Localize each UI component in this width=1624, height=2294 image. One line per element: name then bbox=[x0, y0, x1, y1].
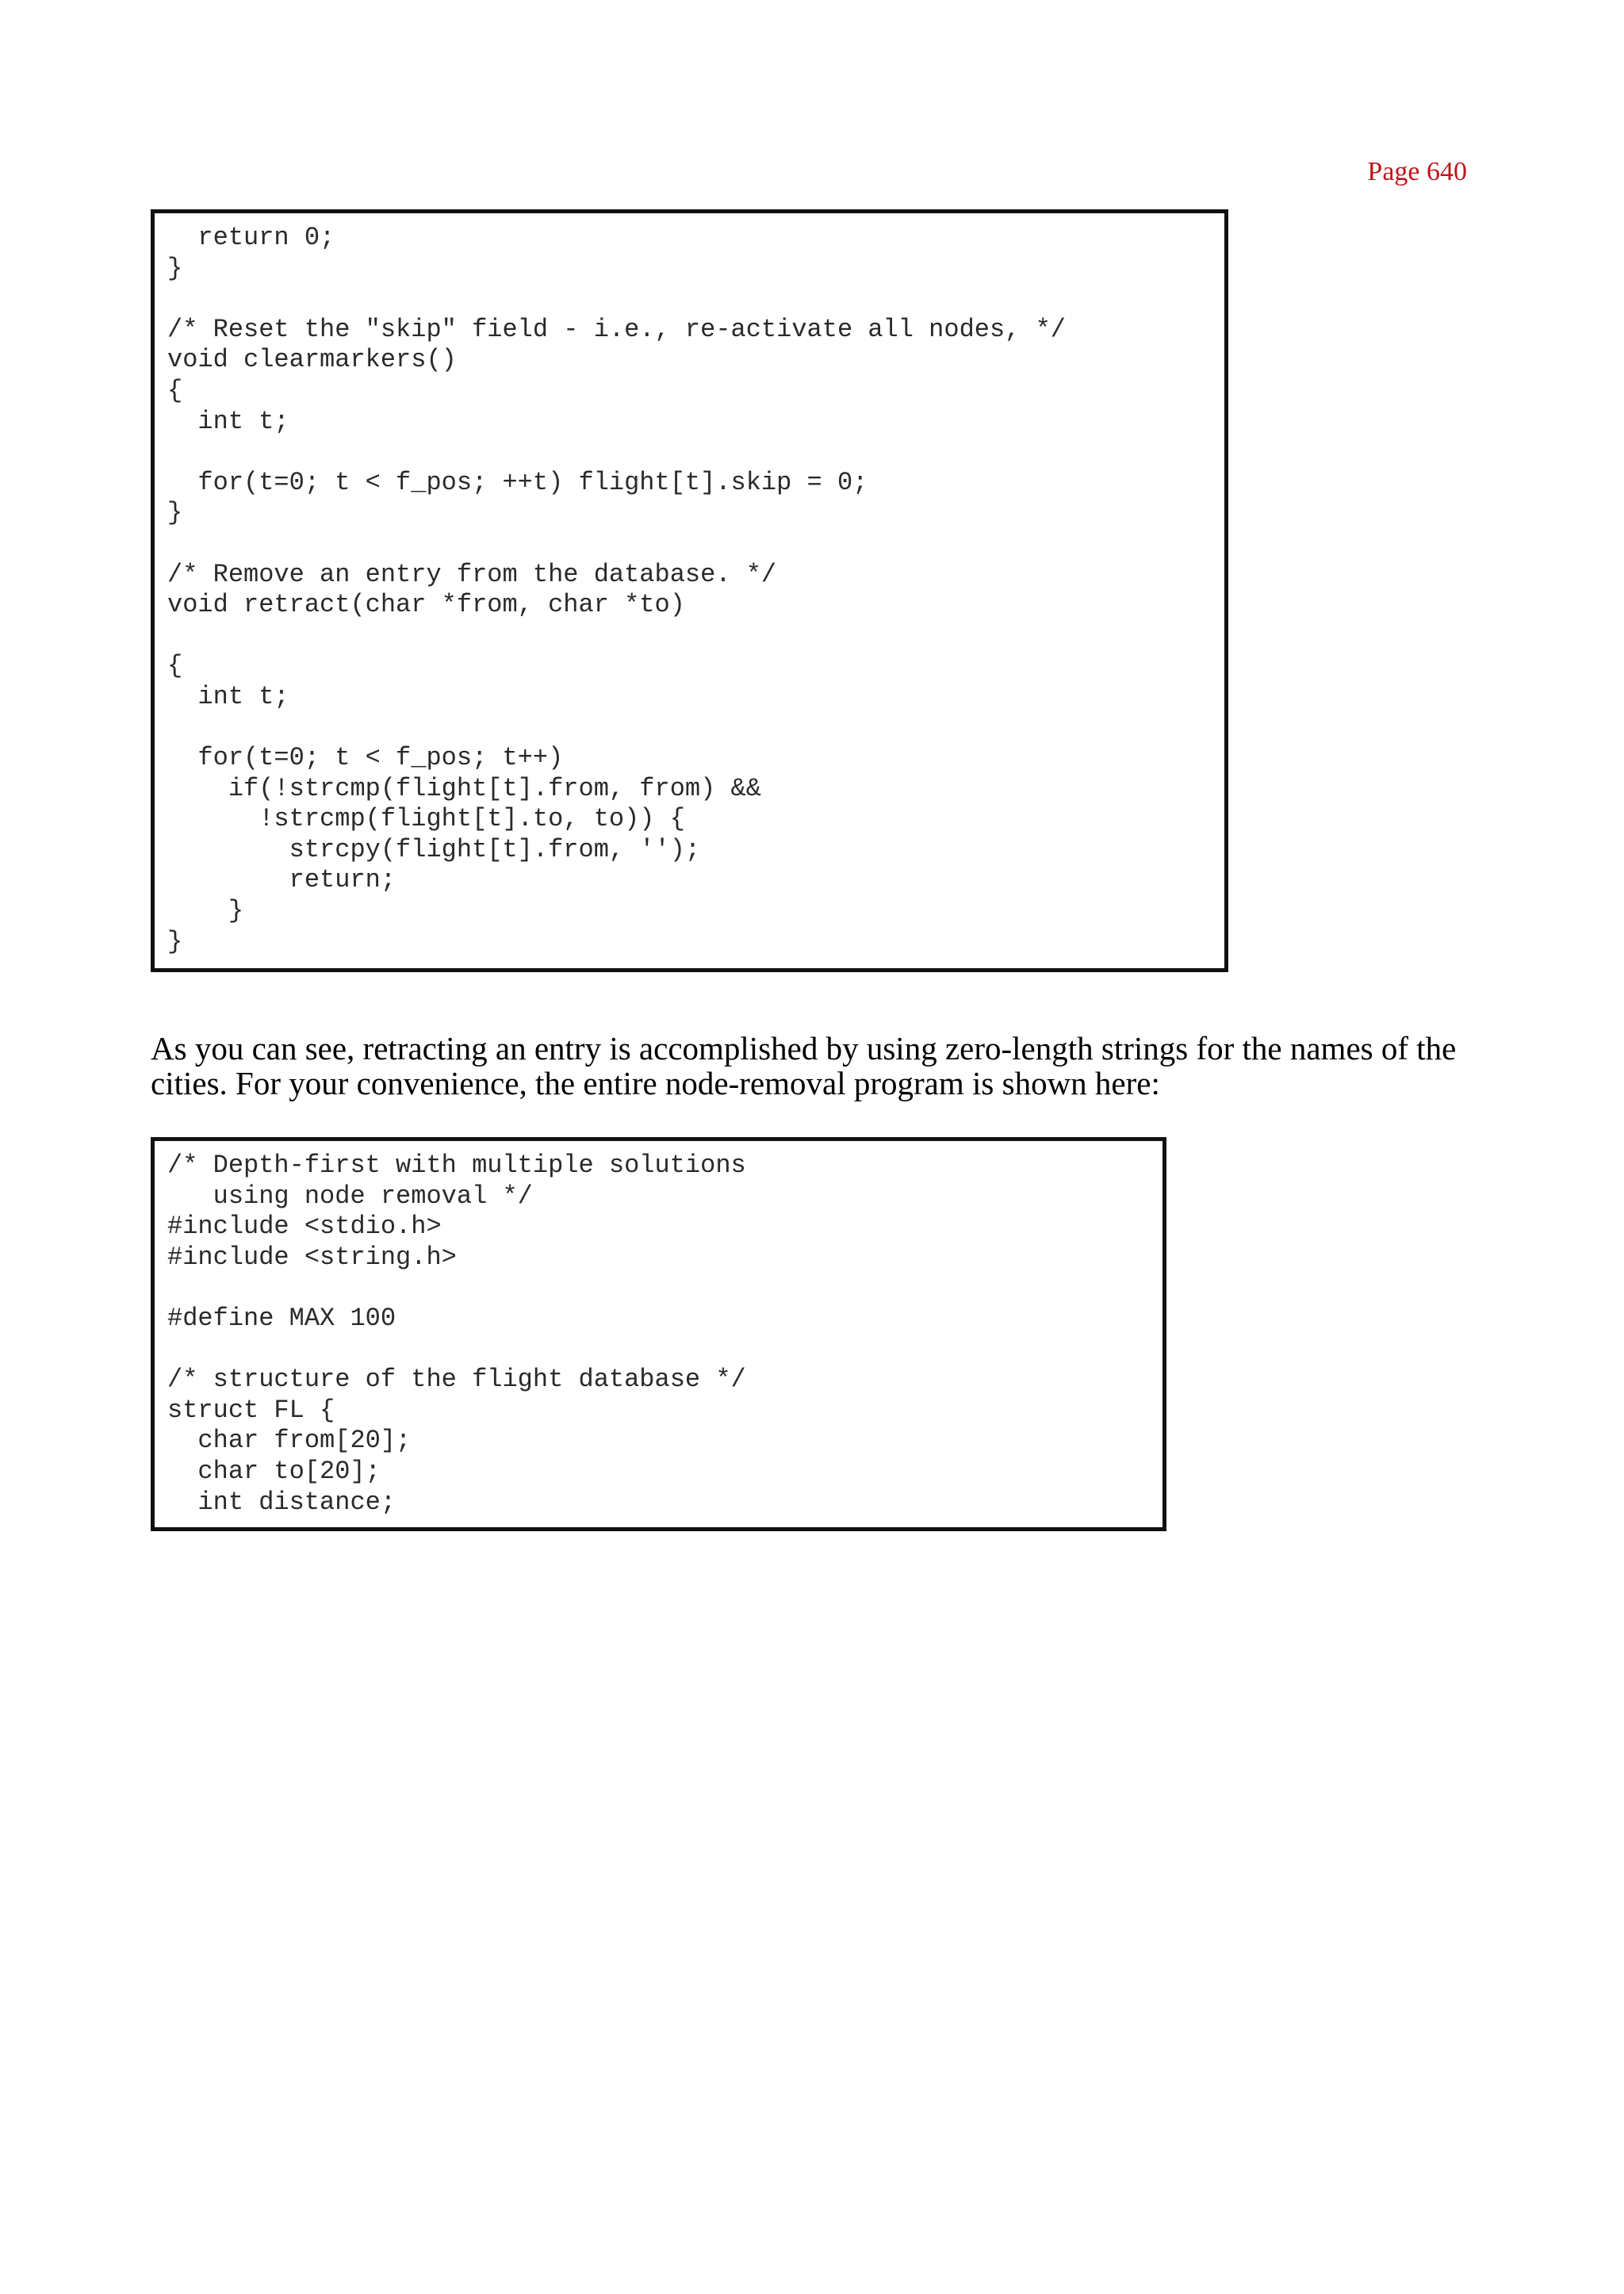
code-line bbox=[167, 1335, 1162, 1365]
code-line bbox=[167, 437, 1224, 468]
code-line bbox=[167, 621, 1224, 652]
code-line bbox=[167, 529, 1224, 560]
code-line: /* Remove an entry from the database. */ bbox=[167, 559, 777, 589]
code-line: /* structure of the flight database */ bbox=[167, 1365, 746, 1395]
code-line bbox=[167, 284, 1224, 315]
code-line: char to[20]; bbox=[167, 1456, 381, 1486]
code-line: !strcmp(flight[t].to, to)) { bbox=[167, 804, 685, 834]
code-line: int distance; bbox=[167, 1487, 396, 1517]
code-line: void retract(char *from, char *to) bbox=[167, 590, 685, 620]
code-line: #include <string.h> bbox=[167, 1242, 457, 1272]
code-line: return; bbox=[167, 865, 396, 895]
code-line: return 0; bbox=[167, 223, 335, 252]
code-line: } bbox=[167, 926, 183, 956]
code-line: /* Reset the "skip" field - i.e., re-activate all nodes, */ bbox=[167, 314, 1066, 344]
code-line: strcpy(flight[t].from, ''); bbox=[167, 834, 701, 864]
code-listing-retract bbox=[151, 209, 1228, 972]
code-line: int t; bbox=[167, 681, 289, 711]
body-paragraph: As you can see, retracting an entry is accomplished by using zero-length strings for the names of the cities. For your convenience, the entire node-removal program is shown here: bbox=[151, 1030, 1457, 1101]
code-line: #define MAX 100 bbox=[167, 1303, 396, 1333]
code-line: for(t=0; t < f_pos; t++) bbox=[167, 743, 564, 773]
code-line: } bbox=[167, 896, 244, 926]
code-line: int t; bbox=[167, 406, 289, 436]
code-line: char from[20]; bbox=[167, 1426, 412, 1456]
code-line: using node removal */ bbox=[167, 1181, 533, 1211]
code-line: } bbox=[167, 498, 183, 528]
code-line bbox=[167, 1273, 1162, 1304]
code-line: for(t=0; t < f_pos; ++t) flight[t].skip = 0; bbox=[167, 467, 868, 497]
code-line bbox=[167, 713, 1224, 744]
code-line: if(!strcmp(flight[t].from, from) && bbox=[167, 773, 761, 803]
code-line: void clearmarkers() bbox=[167, 345, 457, 375]
code-line: { bbox=[167, 651, 183, 681]
code-line: struct FL { bbox=[167, 1395, 335, 1425]
code-line: #include <stdio.h> bbox=[167, 1212, 442, 1242]
code-line: } bbox=[167, 253, 183, 283]
page-number: Page 640 bbox=[1367, 157, 1467, 186]
code-line: { bbox=[167, 375, 183, 405]
code-listing-node-removal bbox=[151, 1137, 1166, 1531]
code-line: /* Depth-first with multiple solutions bbox=[167, 1151, 746, 1180]
